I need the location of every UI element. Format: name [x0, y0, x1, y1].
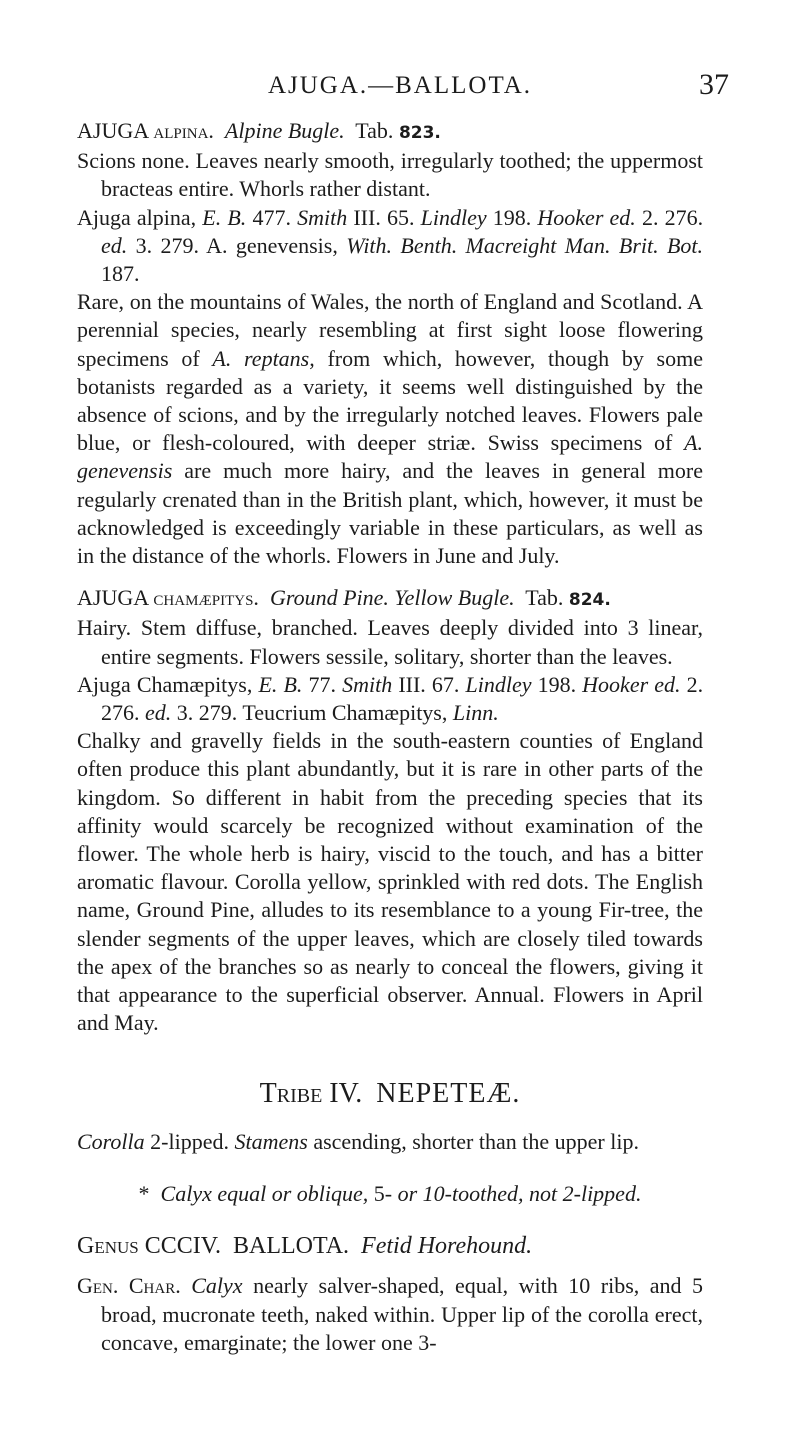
species-name: chamæpitys. [153, 585, 259, 611]
tab-number: 824. [568, 590, 611, 611]
tribe-name: NEPETEÆ. [376, 1077, 521, 1109]
page-body [77, 117, 703, 1357]
tab-label: Tab. [525, 585, 564, 611]
tab-label: Tab. [355, 118, 394, 143]
genus-common-name: Fetid Horehound. [361, 1233, 533, 1260]
species-notes: Chalky and gravelly fields in the south-eastern counties of England often produce this plant abundantly, but it is rare in other parts of the kingdom. So different in habit from the preceding species that its affinity would scarcely be recognized without examination of the flower. The whole herb is hairy, viscid to the touch, and has a bitter aromatic flavour. Corolla yellow, sprinkled with red dots. The English name, Ground Pine, alludes to its resemblance to a young Fir-tree, the slender segments of the upper leaves, which are closely tiled towards the apex of the branches so as nearly to conceal the flowers, giving it that appearance to the superficial observer. Annual. Flowers in April and May. [77, 728, 703, 1036]
genus-heading [77, 1232, 703, 1260]
species-notes: Rare, on the mountains of Wales, the north of England and Scotland. A perennial species, nearly resembling at first sight loose flowering specimens of A. reptans, from which, however, though by some botanists regarded as a variety, it seems well distinguished by the absence of scions, and by the irregularly notched leaves. Flowers pale blue, or flesh-coloured, with deeper striæ. Swiss specimens of A. genevensis are much more hairy, and the leaves in general more regularly crenated than in the British plant, which, however, it must be acknowledged is exceedingly variable in these particulars, as well as in the distance of the whorls. Flowers in June and July. [77, 289, 704, 569]
running-head [0, 68, 800, 108]
tab-number: 823. [398, 123, 441, 143]
page-number: 37 [699, 68, 729, 101]
genus-name: AJUGA [77, 585, 148, 611]
common-name: Alpine Bugle. [224, 118, 345, 143]
tribe-heading [77, 1077, 703, 1109]
entry-heading-alpina [77, 117, 703, 147]
genus-name: BALLOTA. [232, 1233, 350, 1260]
genus-name: AJUGA [77, 118, 148, 143]
species-description: Scions none. Leaves nearly smooth, irregularly toothed; the uppermost bracteas entire. Whorls rather distant. [77, 148, 703, 202]
entry-heading-chamaepitys [77, 584, 703, 614]
subdivision-heading: * Calyx equal or oblique, 5- or 10-toothed, not 2-lipped. [138, 1180, 642, 1206]
tribe-label: Tribe IV. [259, 1077, 363, 1109]
genus-character: Gen. Char. Calyx nearly salver-shaped, equal, with 10 ribs, and 5 broad, mucronate teeth, naked within. Upper lip of the corolla erect, concave, emarginate; the lower one 3- [77, 1273, 704, 1355]
species-references: Ajuga alpina, E. B. 477. Smith III. 65. Lindley 198. Hooker ed. 2. 276. ed. 3. 279. A. genevensis, With. Benth. Macreight Man. Brit. Bot. 187. [77, 204, 704, 287]
common-name: Ground Pine. Yellow Bugle. [269, 585, 515, 611]
species-description: Hairy. Stem diffuse, branched. Leaves deeply divided into 3 linear, entire segments. Flowers sessile, solitary, shorter than the leaves. [77, 615, 703, 669]
tribe-character: Corolla 2-lipped. Stamens ascending, shorter than the upper lip. [77, 1128, 639, 1154]
species-references: Ajuga Chamæpitys, E. B. 77. Smith III. 67. Lindley 198. Hooker ed. 2. 276. ed. 3. 279. Teucrium Chamæpitys, Linn. [77, 671, 704, 726]
species-name: alpina. [153, 118, 214, 143]
genus-label: Genus CCCIV. [77, 1233, 221, 1260]
asterisk-mark: * [138, 1180, 150, 1206]
running-title: AJUGA.—BALLOTA. [267, 72, 533, 99]
